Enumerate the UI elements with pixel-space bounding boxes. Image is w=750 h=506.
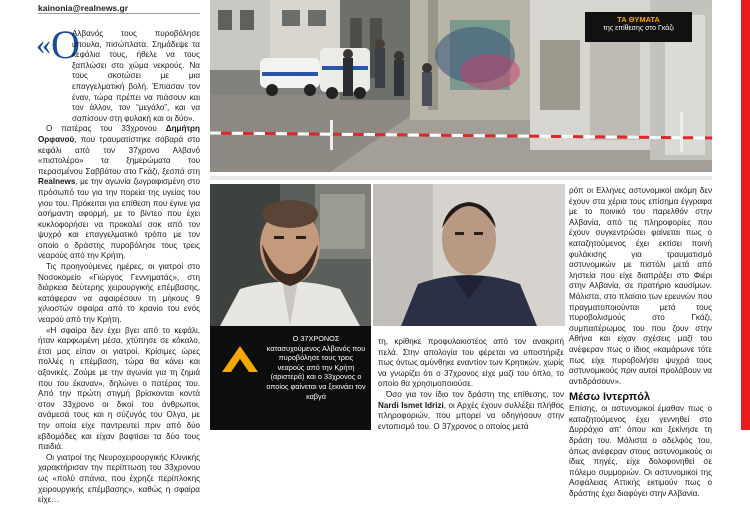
suspect-portrait xyxy=(210,184,371,326)
person-name: Δημήτρη Ορφανού xyxy=(38,124,200,144)
left-column xyxy=(38,29,200,506)
paragraph: «Η σφαίρα δεν έχει βγει από το κεφάλι, ήταν καρφωμένη μέσα, χτύπησε σε κόκαλο, έτσι μας είπαν οι γιατροί. Κρίσιμες ώρες πολλές η επέμβαση, τώρα θα κάνει και αξονικές. Ζούμε με την αγωνία για τη ζημιά που του έκαναν», δηλώνει ο πατέρας του. Από την πρώτη στιγμή βρίσκονται κοντά στον 33χρονο οι δικοί του άνθρωποι, ανάμεσά τους και η σύζυγός του Ολγα, με την οποία είχε παντρευτεί πριν από δύο εβδομάδες και είχαν βαφτίσει τα δύο τους παιδιά. xyxy=(38,325,200,452)
page-edge xyxy=(741,0,750,430)
text-run: , που τραυματίστηκε σοβαρά στο κεφάλι από τον 37χρονο Αλβανό «πιστολέρο» τα ξημερώματα του περασμένου Σαββάτου στο Γκάζι, ξεσπά στη xyxy=(38,134,200,176)
text-run: Όσο για τον ίδιο τον δράστη της επίθεσης, τον xyxy=(386,389,564,399)
divider xyxy=(38,13,200,14)
paragraph: ρόπ οι Ελληνες αστυνομικοί ακόμη δεν έχουν στα χέρια τους επίσημα έγγραφα με το ποινικό του παρελθόν στην Αλβανία, από τις πληροφορίες που έχουν συγκεντρώσει φαίνεται πως ο καταζητούμενος έχει εκτίσει ποινή φυλάκισης για τραυματισμό αστυνομικών με πιστόλι μετά από ληστεία που είχε διαπράξει στο Φιέρι στην Αλβανία, σε πρατήριο καυσίμων. Μάλιστα, στο πλαίσιο των ερευνών που πραγματοποιούνται μετά τους πυροβολισμούς στο Γκάζι, συμπαιτέρωμος του που ζουν στην Αθήνα και είχαν σχέσεις μαζί του ανέφεραν πως ο ίδιος «καμάρωνε τότε πως είχε πυροβολήσει ψυχρά τους αστυνομικούς πριν αυτοί προλάβουν να αντιδράσουν». xyxy=(569,186,712,386)
text-run: Ο πατέρας του 33χρονου xyxy=(46,124,166,134)
paragraph xyxy=(38,124,200,262)
section-subhead: Μέσω Ιντερπόλ xyxy=(569,391,651,404)
photo-caption xyxy=(585,12,692,42)
paragraph: Οι γιατροί της Νευροχειρουργικής Κλινικής χαρακτήρισαν την περίπτωση του 33χρονου ως «πολύ σπάνια, που έχρηζε περίπλοκης χειρουργικής επέμβασης», καθώς η σφαίρα είχε… xyxy=(38,452,200,505)
paragraph: Τις προηγούμενες ημέρες, οι γιατροί στο Νοσοκομείο «Γιώργος Γεννηματάς», στη διάρκεια δεύτερης χειρουργικής επέμβασης, κατάφεραν να αφαιρέσουν τη μήκους 9 χιλιοστών σφαίρα από το κρανίο του ενός νεαρού από την Κρήτη. xyxy=(38,262,200,325)
middle-column xyxy=(378,337,564,432)
caret-icon xyxy=(222,346,258,372)
suspect-photo xyxy=(210,184,371,326)
paragraph xyxy=(378,390,564,432)
caption-highlight: ΤΑ ΘΥΜΑΤΑ xyxy=(617,15,660,24)
drop-cap-letter: Ο xyxy=(51,22,80,67)
paragraph: τη, κρίθηκε προφυλακιστέος από τον ανακριτή πελά. Στην απολογία του φέρεται να υποστήριξε πως όντως αμύνθηκε εναντίον των Κρητικών, χωρίς να γνωρίζει ότι ο 37χρονος είχε μαζί του όπλο, το οποίο θα χρησιμοποιούσε. xyxy=(378,337,564,389)
intro-paragraph: Αλβανός τους πυροβόλησε ύπουλα, πισώπλατα. Σημάδεψε τα κεφάλια τους, ήθελε να τους ξαπλώσει στο χώμα νεκρούς. Να τους σκοτώσει με μια επαγγελματική βολή. Έπιασαν τον έναν, τώρα πρέπει να πιάσουν και τον άλλον, τον “μεγάλο”, και να σαπίσουν στη φυλακή και οι δύο». xyxy=(72,29,200,123)
victim-portrait xyxy=(373,184,565,326)
divider xyxy=(210,176,712,180)
person-name: Nardi Ismet Idrizi xyxy=(378,400,444,410)
drop-cap-quote: « xyxy=(36,28,51,61)
right-column xyxy=(569,186,712,500)
text-run: , με την αγωνία ζωγραφισμένη στο πρόσωπό του για την πορεία της υγείας του γιου του. Πρόκειται για επίθεση που έγινε για ασήμαντη αφορμή, με το βίντεο που έχει κυκλοφορήσει να προκαλεί σοκ από τον ψυχρό και επαγγελματικό τρόπο με τον οποίο ο δράστης πυροβόλησε τους τρεις νεαρούς από την Κρήτη. xyxy=(38,177,200,261)
text-run: , οι Αρχές έχουν συλλέξει πλήθος πληροφοριών, που μπορεί να οδηγήσουν στην εντοπισμό του. Ο 37χρονος ο οποίος μετά xyxy=(378,400,564,431)
victim-photo xyxy=(373,184,565,326)
author-email: kainonia@realnews.gr xyxy=(38,3,129,13)
publication-name: Realnews xyxy=(38,177,76,187)
photo-caption-box xyxy=(210,326,371,430)
paragraph: Επίσης, οι αστυνομικοί έμαθαν πως ο καταζητούμενος έχει γεννηθεί στο Δυρράχιο απ' όπου και ξεκίνησε τη δράση του. Μάλιστα ο αδελφός του, όπως ανέφεραν στους αστυνομικούς οι ίδιες πηγές, είχε δολοφονηθεί σε πόλεμο συμμοριών. Οι αστυνομικοί της Ασφάλειας Αττικής εκτιμούν πως ο δράστης έχει διαφύγει στην Αλβανία. xyxy=(569,404,712,499)
caption-text: Ο 37ΧΡΟΝΟΣ κατασυχούμενος Αλβανός που πυροβόλησε τους τρεις νεαρούς από την Κρήτη (αριστερά) και ο 33χρονος ο οποίος φαίνεται να ξεκινάει τον καβγά xyxy=(266,334,366,401)
caption-text: της επίθεσης στο Γκάζι xyxy=(603,25,674,32)
